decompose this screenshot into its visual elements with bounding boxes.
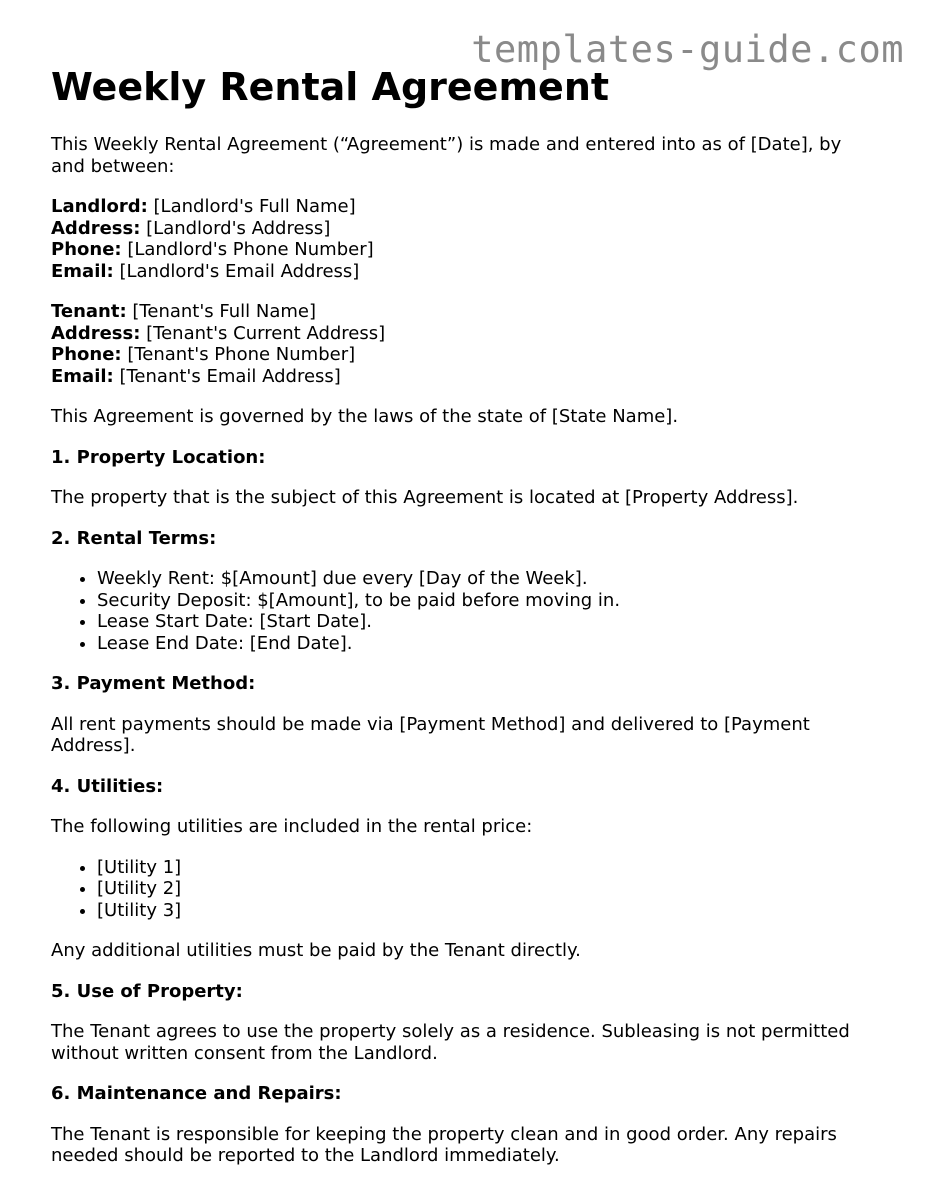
landlord-phone-line	[51, 239, 871, 261]
tenant-phone-label: Phone:	[51, 344, 122, 365]
landlord-name-value: [Landlord's Full Name]	[147, 196, 356, 217]
section-6-heading: 6. Maintenance and Repairs:	[51, 1083, 342, 1104]
list-item: • [Utility 3]	[97, 900, 871, 922]
section-2-heading: 2. Rental Terms:	[51, 527, 217, 549]
tenant-phone-value: [Tenant's Phone Number]	[121, 344, 356, 365]
section-4-after-text: Any additional utilities must be paid by the Tenant directly.	[51, 940, 581, 961]
utilities-list	[51, 857, 871, 922]
rental-terms-list	[51, 568, 871, 654]
landlord-address-line	[51, 218, 871, 240]
section-4-heading: 4. Utilities:	[51, 775, 164, 797]
tenant-address-value: [Tenant's Current Address]	[140, 322, 386, 344]
tenant-address-line	[51, 323, 871, 345]
section-3-text: All rent payments should be made via [Payment Method] and delivered to [Payment Address].	[51, 713, 810, 756]
tenant-name-line	[51, 301, 871, 323]
landlord-info	[51, 196, 871, 282]
landlord-name-line	[51, 196, 871, 218]
landlord-phone-label: Phone:	[51, 239, 122, 260]
landlord-email-value: [Landlord's Email Address]	[113, 260, 360, 282]
tenant-name-value: [Tenant's Full Name]	[126, 301, 317, 322]
landlord-name-label: Landlord:	[51, 196, 148, 217]
list-item: • [Utility 1]	[97, 857, 871, 879]
section-5-heading: 5. Use of Property:	[51, 980, 243, 1002]
intro-paragraph: This Weekly Rental Agreement (“Agreement”) is made and entered into as of [Date], by and between:	[51, 134, 842, 177]
tenant-email-value: [Tenant's Email Address]	[113, 365, 341, 387]
landlord-email-label: Email:	[51, 260, 114, 282]
section-6-text: The Tenant is responsible for keeping the property clean and in good order. Any repairs needed should be reported to the Landlord immediately.	[51, 1123, 837, 1166]
list-item: • Lease Start Date: [Start Date].	[97, 611, 871, 633]
tenant-name-label: Tenant:	[51, 301, 127, 322]
landlord-email-line	[51, 261, 871, 283]
section-5-text: The Tenant agrees to use the property solely as a residence. Subleasing is not permitted without written consent from the Landlord.	[51, 1021, 850, 1064]
tenant-address-label: Address:	[51, 322, 141, 344]
landlord-phone-value: [Landlord's Phone Number]	[121, 239, 374, 260]
list-item: • Lease End Date: [End Date].	[97, 633, 871, 655]
section-4-text: The following utilities are included in the rental price:	[51, 816, 533, 837]
tenant-phone-line	[51, 344, 871, 366]
document-body	[51, 62, 871, 1186]
tenant-info	[51, 301, 871, 387]
landlord-address-value: [Landlord's Address]	[140, 217, 331, 239]
tenant-email-label: Email:	[51, 365, 114, 387]
list-item: • Security Deposit: $[Amount], to be paid before moving in.	[97, 590, 871, 612]
section-3-heading: 3. Payment Method:	[51, 673, 256, 694]
landlord-address-label: Address:	[51, 217, 141, 239]
section-1-heading: 1. Property Location:	[51, 446, 266, 468]
governing-law-paragraph: This Agreement is governed by the laws of the state of [State Name].	[51, 406, 679, 427]
site-watermark: templates-guide.com	[471, 28, 904, 71]
page-title: Weekly Rental Agreement	[51, 65, 610, 109]
list-item: • Weekly Rent: $[Amount] due every [Day of the Week].	[97, 568, 871, 590]
list-item: • [Utility 2]	[97, 878, 871, 900]
tenant-email-line	[51, 366, 871, 388]
section-1-text: The property that is the subject of this Agreement is located at [Property Address].	[51, 487, 799, 508]
